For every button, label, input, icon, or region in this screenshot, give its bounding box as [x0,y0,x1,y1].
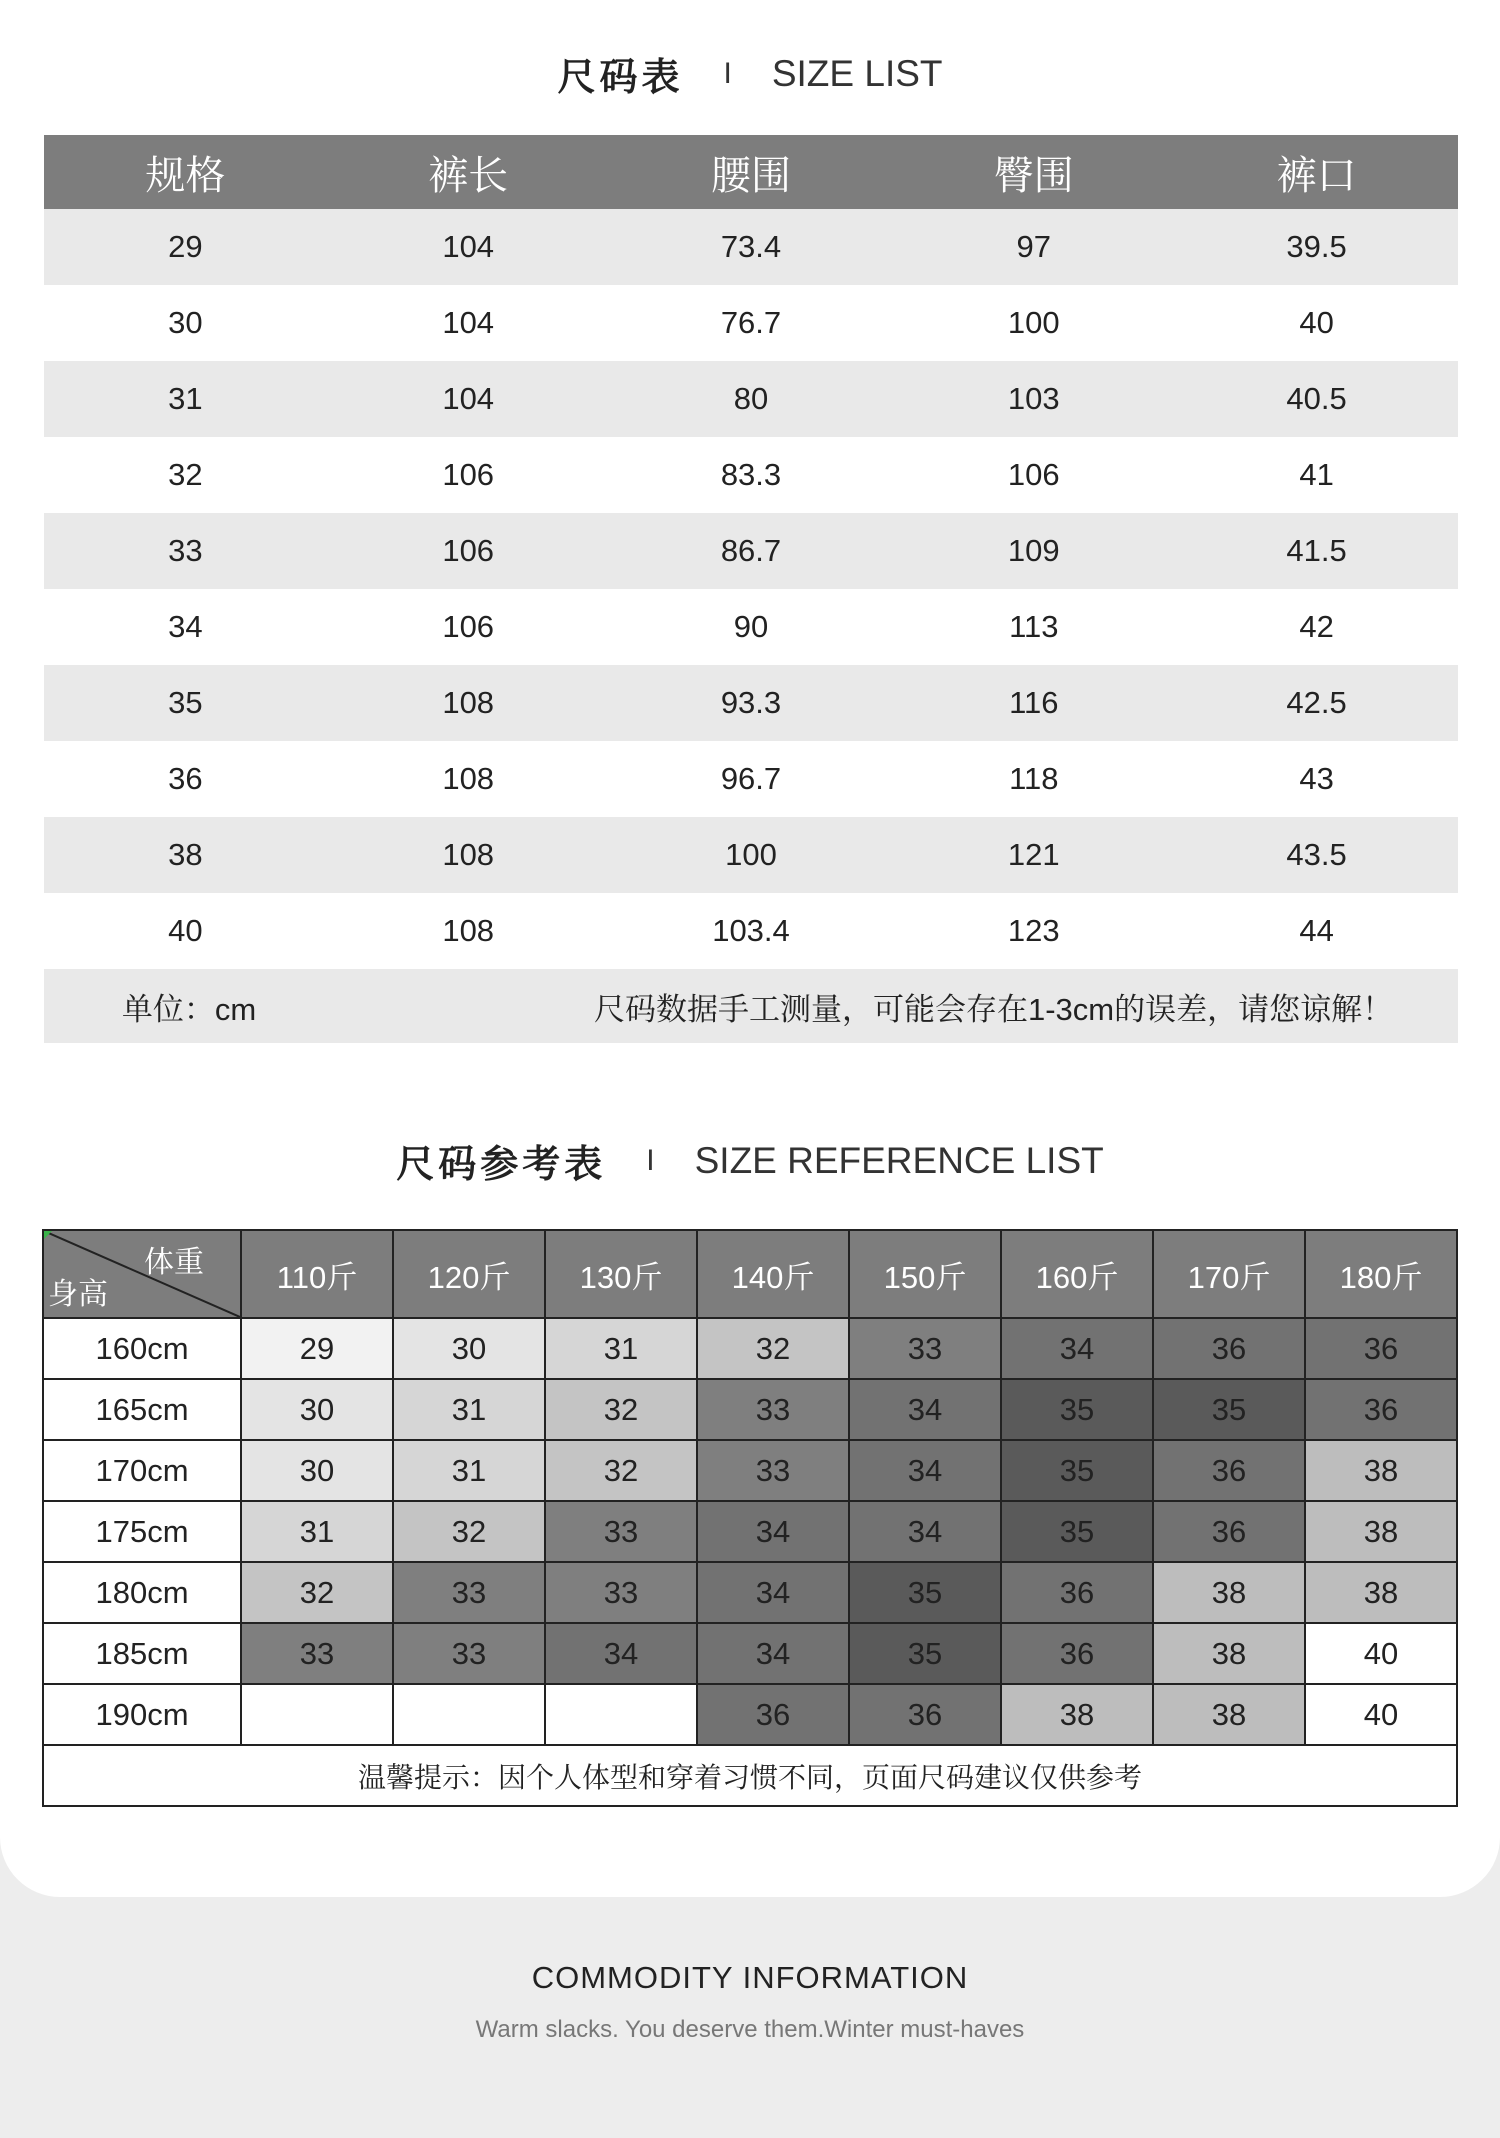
size-cell [545,1684,697,1745]
height-cell: 170cm [43,1440,241,1501]
size-cell: 36 [1001,1562,1153,1623]
table-cell: 100 [725,837,777,872]
table-cell: 96.7 [720,761,782,796]
size-cell: 32 [545,1379,697,1440]
table-cell: 118 [1009,761,1059,796]
table-cell: 41.5 [1286,533,1347,568]
size-cell: 36 [1305,1379,1457,1440]
table-cell: 123 [1007,913,1060,948]
size-reference-heading [0,1133,1500,1188]
footer-subtitle: Warm slacks. You deserve them.Winter must-haves [475,2016,1025,2043]
column-header: 裤口 [1276,153,1357,198]
unit-note: 单位：cm [121,991,257,1027]
size-cell: 35 [1001,1440,1153,1501]
table-row [44,893,1458,969]
height-cell: 190cm [43,1684,241,1745]
size-cell: 32 [697,1318,849,1379]
size-cell: 32 [545,1440,697,1501]
heading-separator: I [723,56,732,90]
table-cell: 106 [442,533,495,568]
table-cell: 106 [442,609,495,644]
table-row [43,1318,1457,1379]
table-cell: 43.5 [1286,837,1347,872]
size-cell [393,1684,545,1745]
size-cell: 34 [697,1623,849,1684]
table-row [44,437,1458,513]
size-cell: 33 [545,1501,697,1562]
table-cell: 44 [1299,913,1334,948]
height-cell: 175cm [43,1501,241,1562]
size-cell: 34 [697,1501,849,1562]
size-cell: 34 [697,1562,849,1623]
size-cell: 33 [697,1440,849,1501]
weight-header: 110斤 [241,1230,393,1318]
size-cell: 34 [545,1623,697,1684]
table-cell: 73.4 [720,229,782,264]
table-cell: 106 [442,457,495,492]
size-cell: 38 [1153,1684,1305,1745]
table-row [43,1501,1457,1562]
table-cell: 76.7 [720,305,782,340]
size-list-heading [0,46,1500,101]
column-header: 规格 [145,153,226,198]
table-cell: 116 [1009,685,1059,720]
footer-title: COMMODITY INFORMATION [531,1960,969,1995]
size-cell: 36 [1153,1318,1305,1379]
table-cell: 40.5 [1286,381,1347,416]
table-row [44,209,1458,285]
size-cell: 38 [1153,1623,1305,1684]
table-cell: 42 [1299,609,1334,644]
size-list-title-en: SIZE LIST [771,52,943,94]
size-cell: 30 [241,1379,393,1440]
column-header: 裤长 [428,153,509,198]
table-cell: 86.7 [720,533,782,568]
measure-note: 尺码数据手工测量，可能会存在1-3cm的误差，请您谅解！ [594,991,1394,1027]
table-cell: 108 [442,913,495,948]
table-cell: 90 [733,609,769,644]
table-cell: 34 [168,609,203,644]
heading-separator: I [646,1143,655,1177]
table-cell: 40 [168,913,203,948]
table-cell: 103.4 [712,913,790,948]
table-row [44,513,1458,589]
size-cell: 31 [393,1440,545,1501]
size-cell: 31 [241,1501,393,1562]
table-cell: 36 [168,761,203,796]
size-cell: 38 [1305,1501,1457,1562]
size-cell: 35 [849,1562,1001,1623]
size-cell: 30 [393,1318,545,1379]
corner-header [43,1230,241,1318]
size-cell: 40 [1305,1684,1457,1745]
size-cell: 35 [1001,1379,1153,1440]
size-cell: 38 [1305,1562,1457,1623]
table-cell: 106 [1007,457,1060,492]
height-cell: 165cm [43,1379,241,1440]
size-cell: 34 [1001,1318,1153,1379]
table-cell: 32 [168,457,203,492]
table-row [44,817,1458,893]
table-cell: 83.3 [720,457,782,492]
table-row [43,1684,1457,1745]
size-list-note-row [44,969,1458,1043]
size-cell: 33 [393,1623,545,1684]
weight-header: 160斤 [1001,1230,1153,1318]
size-cell: 32 [241,1562,393,1623]
size-cell: 33 [545,1562,697,1623]
table-cell: 35 [168,685,203,720]
table-cell: 109 [1007,533,1060,568]
table-cell: 42.5 [1286,685,1347,720]
table-cell: 108 [442,685,495,720]
size-reference-title-en: SIZE REFERENCE LIST [694,1139,1104,1181]
size-cell: 36 [697,1684,849,1745]
size-cell: 34 [849,1440,1001,1501]
column-header: 臀围 [993,153,1074,198]
corner-weight-label: 体重 [144,1246,204,1279]
weight-header: 130斤 [545,1230,697,1318]
corner-height-label: 身高 [48,1278,108,1311]
size-cell: 30 [241,1440,393,1501]
table-row [44,589,1458,665]
height-cell: 160cm [43,1318,241,1379]
table-cell: 40 [1299,305,1334,340]
table-row [43,1379,1457,1440]
table-cell: 97 [1016,229,1052,264]
table-cell: 31 [168,381,203,416]
column-header: 腰围 [710,153,791,198]
table-row [44,361,1458,437]
size-reference-table [42,1229,1458,1807]
height-cell: 180cm [43,1562,241,1623]
size-cell: 33 [849,1318,1001,1379]
tip-row [43,1745,1457,1806]
size-cell: 33 [393,1562,545,1623]
table-cell: 100 [1007,305,1060,340]
table-cell: 104 [442,229,495,264]
size-cell: 34 [849,1501,1001,1562]
table-cell: 113 [1009,609,1059,644]
size-cell: 31 [545,1318,697,1379]
size-cell: 36 [1153,1440,1305,1501]
size-cell: 36 [1153,1501,1305,1562]
size-cell: 40 [1305,1623,1457,1684]
table-row [44,285,1458,361]
size-cell: 36 [1001,1623,1153,1684]
table-cell: 103 [1007,381,1060,416]
size-cell: 35 [849,1623,1001,1684]
size-list-title-cn: 尺码表 [557,57,684,99]
height-cell: 185cm [43,1623,241,1684]
size-reference-header-row [43,1230,1457,1318]
size-reference-title-cn: 尺码参考表 [396,1144,607,1186]
table-cell: 93.3 [720,685,782,720]
table-cell: 30 [168,305,203,340]
size-cell: 34 [849,1379,1001,1440]
size-cell: 32 [393,1501,545,1562]
table-cell: 108 [442,761,495,796]
table-cell: 104 [442,305,495,340]
table-cell: 38 [168,837,203,872]
table-cell: 108 [442,837,495,872]
table-cell: 29 [168,229,203,264]
size-cell: 31 [393,1379,545,1440]
size-list-table [44,135,1458,1043]
weight-header: 150斤 [849,1230,1001,1318]
size-cell: 36 [1305,1318,1457,1379]
table-row [44,665,1458,741]
table-cell: 39.5 [1286,229,1347,264]
table-row [44,741,1458,817]
size-cell: 35 [1001,1501,1153,1562]
table-cell: 80 [733,381,769,416]
table-cell: 43 [1299,761,1334,796]
weight-header: 180斤 [1305,1230,1457,1318]
reference-tip: 温馨提示：因个人体型和穿着习惯不同，页面尺码建议仅供参考 [43,1745,1457,1806]
size-list-header-row [44,135,1458,209]
table-cell: 121 [1007,837,1060,872]
table-row [43,1440,1457,1501]
size-cell: 36 [849,1684,1001,1745]
size-cell: 38 [1305,1440,1457,1501]
size-cell [241,1684,393,1745]
table-cell: 33 [168,533,203,568]
table-cell: 104 [442,381,495,416]
weight-header: 140斤 [697,1230,849,1318]
size-cell: 33 [697,1379,849,1440]
weight-header: 170斤 [1153,1230,1305,1318]
size-cell: 38 [1153,1562,1305,1623]
size-cell: 29 [241,1318,393,1379]
table-cell: 41 [1299,457,1334,492]
size-cell: 33 [241,1623,393,1684]
size-cell: 38 [1001,1684,1153,1745]
size-cell: 35 [1153,1379,1305,1440]
table-row [43,1562,1457,1623]
table-row [43,1623,1457,1684]
weight-header: 120斤 [393,1230,545,1318]
